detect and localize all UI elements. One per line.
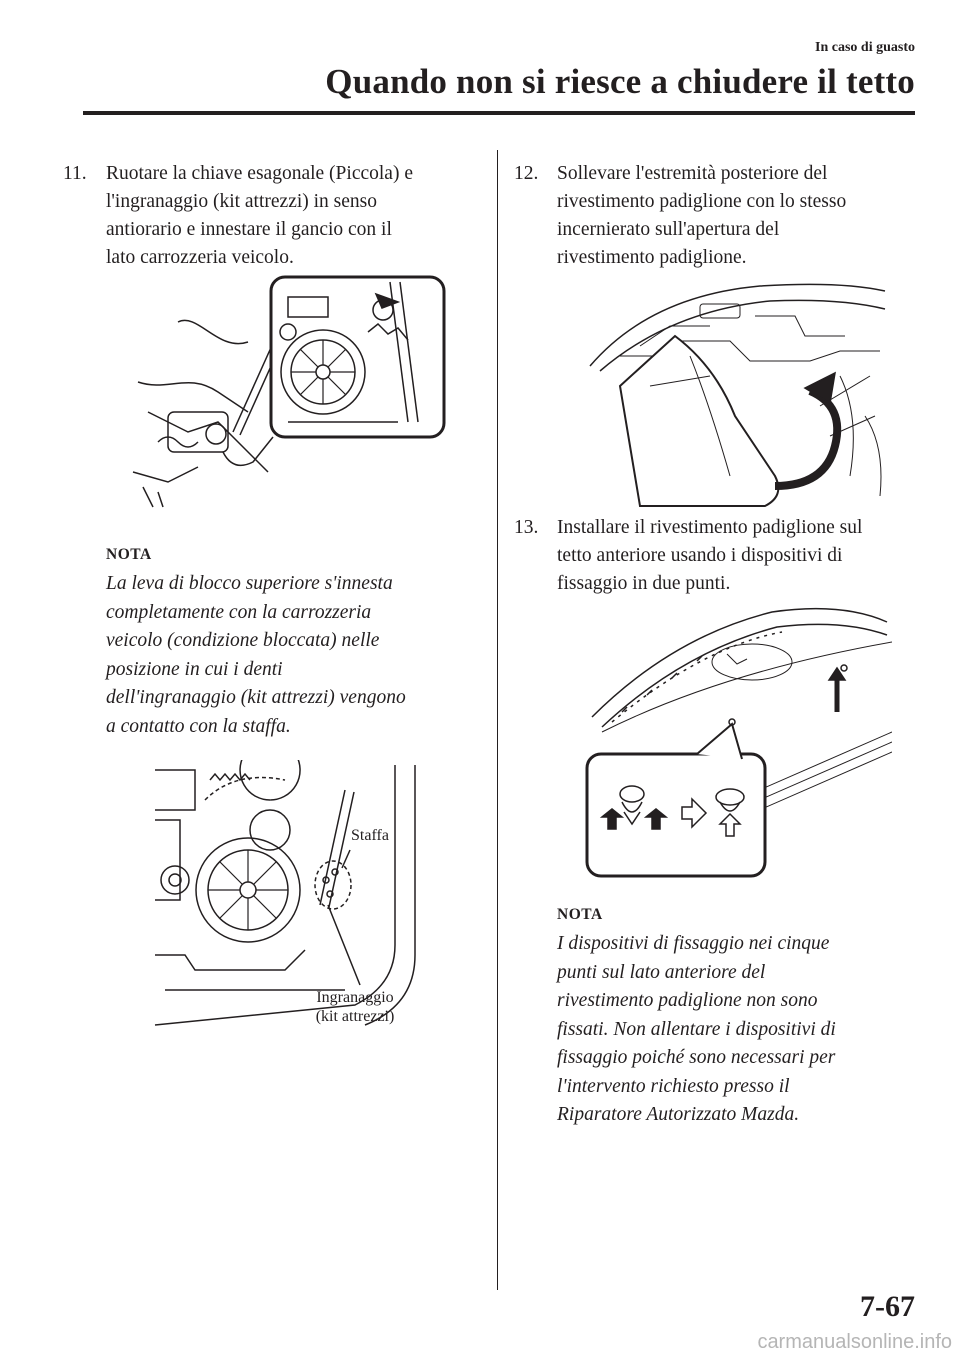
note-body	[106, 570, 486, 741]
note-line: La leva di blocco superiore s'innesta	[106, 573, 393, 594]
note-line: rivestimento padiglione non sono	[557, 990, 818, 1011]
note-line: veicolo (condizione bloccata) nelle	[106, 630, 380, 651]
step-13-line: Installare il rivestimento padiglione sul	[557, 517, 863, 538]
page-number: 7-67	[860, 1290, 915, 1323]
step-11-line: antiorario e innestare il gancio con il	[106, 219, 392, 240]
note-line: I dispositivi di fissaggio nei cinque	[557, 933, 830, 954]
step-11-number: 11.	[63, 163, 87, 184]
step-12-line: incernierato sull'apertura del	[557, 219, 780, 240]
step-12	[514, 160, 934, 272]
section-label: In caso di guasto	[815, 40, 915, 55]
label-ingranaggio	[300, 988, 410, 1026]
note-line: completamente con la carrozzeria	[106, 601, 372, 623]
note-heading: NOTA	[106, 546, 152, 563]
note-line: a contatto con la staffa.	[106, 715, 291, 737]
note-line: punti sul lato anteriore del	[557, 961, 766, 983]
step-13-number: 13.	[514, 517, 539, 538]
note-line: l'intervento richiesto presso il	[557, 1075, 790, 1097]
step-11-line: l'ingranaggio (kit attrezzi) in senso	[106, 191, 378, 212]
step-11-line: lato carrozzeria veicolo.	[106, 247, 294, 268]
step-13-line: fissaggio in due punti.	[557, 573, 731, 594]
label-staffa: Staffa	[351, 827, 389, 844]
note-line: dell'ingranaggio (kit attrezzi) vengono	[106, 687, 406, 708]
label-ingranaggio-line: Ingranaggio	[316, 989, 394, 1006]
note-line: posizione in cui i denti	[106, 658, 283, 680]
step-13	[514, 514, 934, 598]
note-line: fissati. Non allentare i dispositivi di	[557, 1018, 836, 1040]
note-body	[557, 930, 937, 1130]
step-12-line: rivestimento padiglione con lo stesso	[557, 191, 847, 212]
step-12-number: 12.	[514, 163, 539, 184]
step-12-line: rivestimento padiglione.	[557, 247, 747, 268]
figure-headliner-lift	[580, 276, 890, 511]
note-line: fissaggio poiché sono necessari per	[557, 1047, 836, 1068]
header-rule	[83, 111, 915, 115]
column-divider	[497, 150, 498, 1290]
step-13-line: tetto anteriore usando i dispositivi di	[557, 545, 843, 566]
note-heading: NOTA	[557, 906, 603, 923]
page-title: Quando non si riesce a chiudere il tetto	[325, 62, 915, 101]
label-ingranaggio-line: (kit attrezzi)	[315, 1008, 395, 1025]
step-11-line: Ruotare la chiave esagonale (Piccola) e	[106, 163, 413, 184]
note-line: Riparatore Autorizzato Mazda.	[557, 1104, 800, 1125]
step-11	[63, 160, 483, 272]
figure-headliner-fasteners	[582, 602, 892, 884]
step-12-line: Sollevare l'estremità posteriore del	[557, 163, 828, 184]
watermark: carmanualsonline.info	[757, 1331, 952, 1353]
figure-hex-key-gear	[128, 272, 448, 512]
